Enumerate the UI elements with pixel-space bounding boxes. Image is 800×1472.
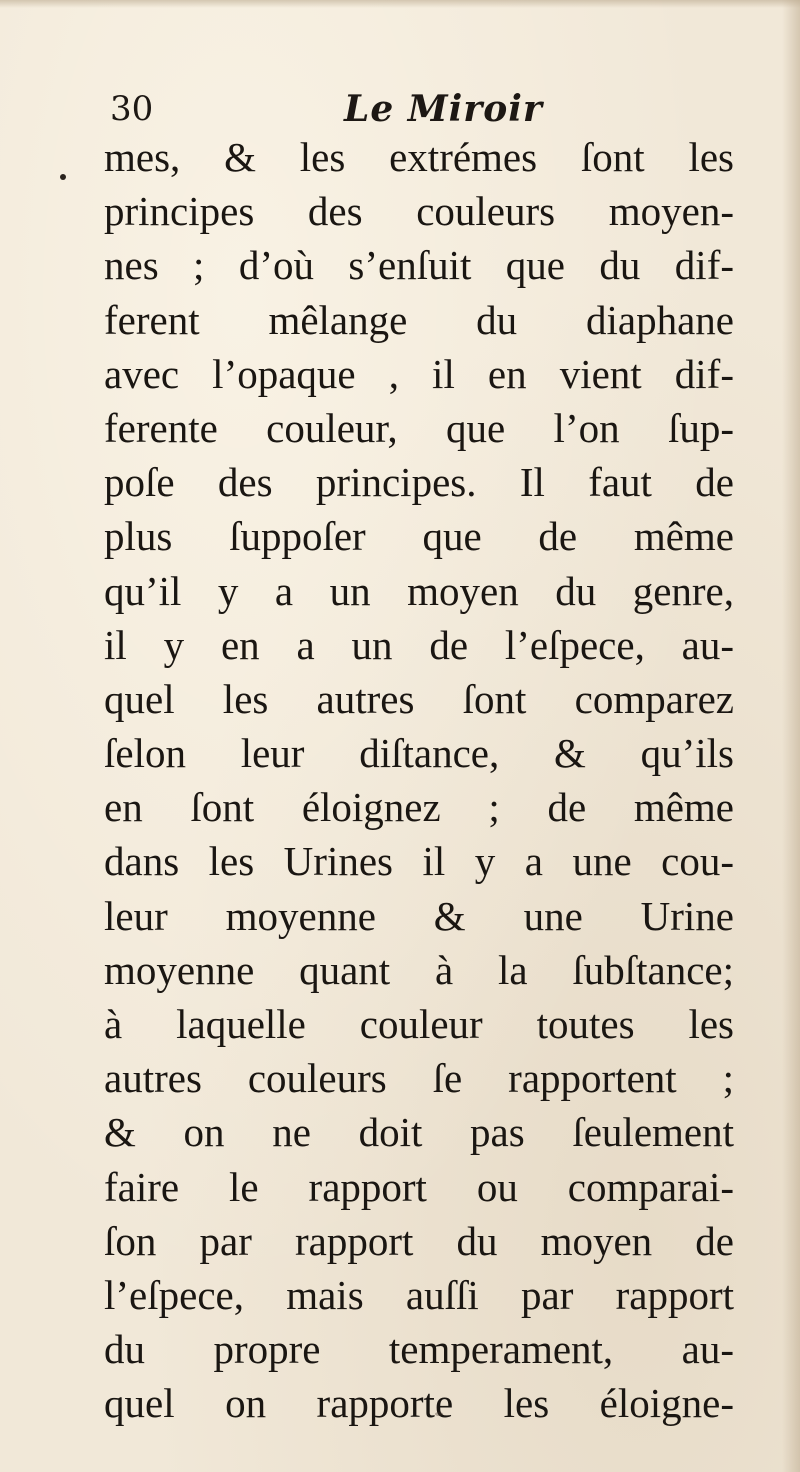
text-line: en ſont éloignez ; de même <box>104 784 734 831</box>
text-line: faire le rapport ou comparai- <box>104 1163 734 1210</box>
text-line: moyenne quant à la ſubſtance; <box>104 946 734 993</box>
text-line: mes, & les extrémes ſont les <box>104 134 734 180</box>
text-line: nes ; d’où s’enſuit que du dif- <box>104 242 734 289</box>
text-line: quel les autres ſont comparez <box>104 675 734 722</box>
text-line: quel on rapporte les éloigne- <box>104 1380 734 1427</box>
text-line: ſon par rapport du moyen de <box>104 1217 734 1264</box>
text-line: poſe des principes. Il faut de <box>104 459 734 506</box>
page-header <box>110 84 730 134</box>
page-number: 30 <box>110 89 154 129</box>
text-line: du propre temperament, au- <box>104 1326 734 1373</box>
text-line: ferente couleur, que l’on ſup- <box>104 404 734 451</box>
text-line: principes des couleurs moyen- <box>104 188 734 235</box>
text-line: l’eſpece, mais auſſi par rapport <box>104 1271 734 1318</box>
ink-speck <box>435 1412 443 1416</box>
text-line: plus ſuppoſer que de même <box>104 513 734 560</box>
text-line: ferent mêlange du diaphane <box>104 296 734 343</box>
page-top-shadow <box>0 0 800 8</box>
running-head: Le Miroir <box>344 88 543 130</box>
text-line: à laquelle couleur toutes les <box>104 1001 734 1047</box>
text-line: ſelon leur diſtance, & qu’ils <box>104 730 734 777</box>
page-edge-shadow <box>782 0 800 1472</box>
body-text <box>104 130 734 1431</box>
text-line: il y en a un de l’eſpece, au- <box>104 621 734 668</box>
text-line: qu’il y a un moyen du genre, <box>104 567 734 614</box>
text-line: avec l’opaque , il en vient dif- <box>104 350 734 397</box>
text-line: dans les Urines il y a une cou- <box>104 838 734 885</box>
text-line: & on ne doit pas ſeulement <box>104 1109 734 1156</box>
text-line: leur moyenne & une Urine <box>104 892 734 939</box>
text-line: autres couleurs ſe rapportent ; <box>104 1055 734 1102</box>
margin-dot <box>60 174 66 180</box>
